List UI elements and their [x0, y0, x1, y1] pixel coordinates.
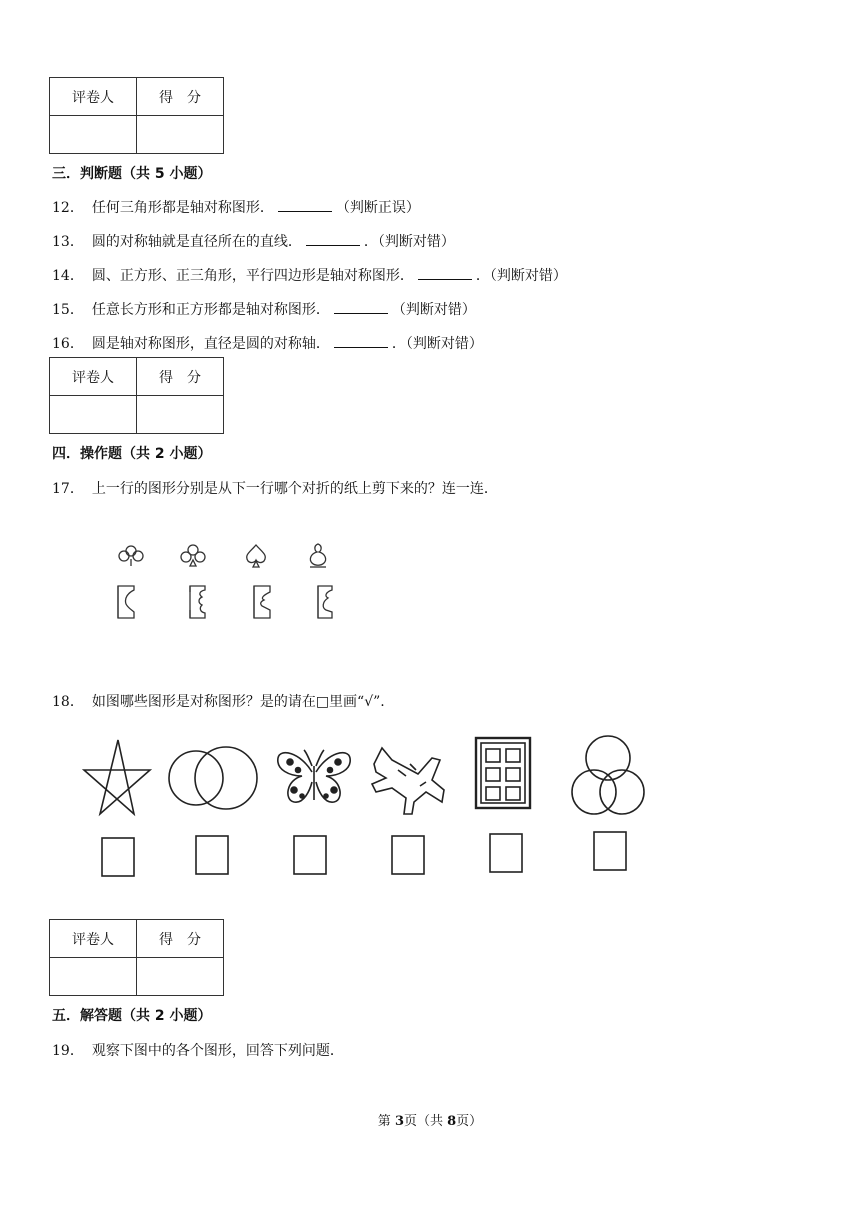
answer-checkbox[interactable] [392, 836, 424, 874]
question-suffix: （判断对错） [391, 302, 476, 318]
folded-paper-icon[interactable] [254, 586, 270, 618]
score-cell[interactable] [137, 116, 224, 154]
question-suffix: （判断正误） [335, 200, 420, 216]
question-number: 18． [52, 694, 84, 710]
score-label: 得 分 [137, 78, 224, 116]
question-text: 观察下图中的各个图形，回答下列问题． [91, 1043, 344, 1059]
q17-figures [110, 540, 350, 620]
section-title-operation: 四．操作题（共 2 小题） [52, 446, 212, 462]
answer-checkbox[interactable] [102, 838, 134, 876]
question-17 [52, 478, 498, 498]
score-label: 得 分 [137, 920, 224, 958]
folded-paper-icon[interactable] [190, 586, 205, 618]
answer-blank[interactable] [334, 333, 388, 348]
score-label: 得 分 [137, 358, 224, 396]
question-15 [52, 299, 476, 319]
question-text: 上一行的图形分别是从下一行哪个对折的纸上剪下来的？连一连． [91, 481, 498, 497]
reviewer-label: 评卷人 [50, 78, 137, 116]
answer-checkbox[interactable] [490, 834, 522, 872]
question-14 [52, 265, 567, 285]
question-text: 任意长方形和正方形都是轴对称图形． [91, 302, 330, 318]
question-suffix: ．（判断对错） [363, 234, 455, 250]
question-text: 圆的对称轴就是直径所在的直线． [91, 234, 302, 250]
club-icon[interactable] [181, 545, 205, 566]
answer-checkbox[interactable] [196, 836, 228, 874]
question-number: 17． [52, 481, 84, 497]
question-13 [52, 231, 455, 251]
reviewer-label: 评卷人 [50, 920, 137, 958]
star-icon [84, 740, 150, 814]
score-cell[interactable] [137, 958, 224, 996]
page-number: 3 [394, 1114, 404, 1129]
question-number: 13． [52, 234, 84, 250]
folded-paper-icon[interactable] [118, 586, 134, 618]
question-19 [52, 1040, 344, 1060]
answer-checkbox[interactable] [594, 832, 626, 870]
clover-icon[interactable] [119, 546, 143, 566]
question-16 [52, 333, 483, 353]
question-number: 12． [52, 200, 84, 216]
question-text: 如图哪些图形是对称图形？是的请在□里画“√”. [91, 694, 385, 710]
footer-suffix: 页） [456, 1114, 483, 1129]
butterfly-icon [278, 750, 350, 802]
answer-blank[interactable] [306, 231, 360, 246]
two-circles-icon [169, 747, 257, 809]
question-suffix: ．（判断对错） [475, 268, 567, 284]
question-text: 圆、正方形、正三角形，平行四边形是轴对称图形． [91, 268, 414, 284]
answer-blank[interactable] [334, 299, 388, 314]
section-title-answer: 五．解答题（共 2 小题） [52, 1008, 212, 1024]
score-table [49, 77, 224, 154]
three-circles-icon [572, 736, 644, 814]
reviewer-label: 评卷人 [50, 358, 137, 396]
score-table [49, 919, 224, 996]
footer-prefix: 第 [377, 1114, 395, 1129]
reviewer-cell[interactable] [50, 116, 137, 154]
reviewer-cell[interactable] [50, 958, 137, 996]
answer-blank[interactable] [278, 197, 332, 212]
q18-figures [80, 730, 660, 890]
page-footer [0, 1110, 860, 1129]
score-cell[interactable] [137, 396, 224, 434]
folded-paper-icon[interactable] [318, 586, 332, 618]
footer-middle: 页（共 [403, 1114, 448, 1129]
airplane-icon [372, 748, 444, 814]
total-pages: 8 [447, 1114, 457, 1129]
question-12 [52, 197, 420, 217]
spade-icon[interactable] [247, 545, 266, 567]
question-text: 任何三角形都是轴对称图形． [91, 200, 274, 216]
reviewer-cell[interactable] [50, 396, 137, 434]
question-18 [52, 691, 385, 711]
question-text: 圆是轴对称图形，直径是圆的对称轴． [91, 336, 330, 352]
question-number: 19． [52, 1043, 84, 1059]
question-number: 14． [52, 268, 84, 284]
score-table [49, 357, 224, 434]
question-number: 15． [52, 302, 84, 318]
answer-checkbox[interactable] [294, 836, 326, 874]
gourd-icon[interactable] [310, 544, 326, 567]
question-suffix: ．（判断对错） [391, 336, 483, 352]
section-title-judge: 三．判断题（共 5 小题） [52, 166, 212, 182]
answer-blank[interactable] [418, 265, 472, 280]
window-icon [476, 738, 530, 808]
question-number: 16． [52, 336, 84, 352]
